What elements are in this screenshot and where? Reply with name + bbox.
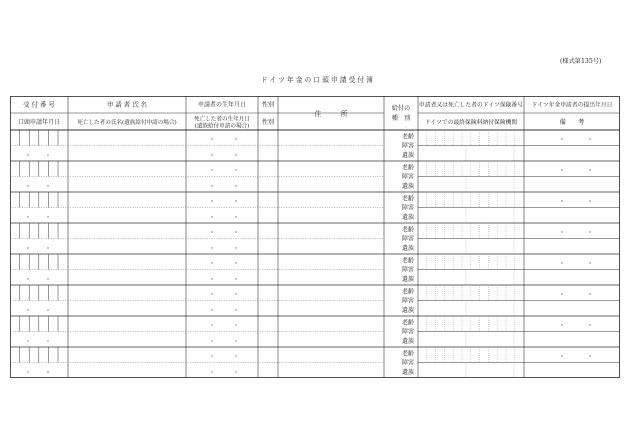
- date-separator-dot: ・: [208, 183, 216, 191]
- date-separator-dot: ・: [208, 353, 216, 361]
- date-separator-dot: ・: [232, 229, 240, 237]
- benefit-type-label: 障害: [401, 173, 414, 181]
- date-separator-dot: ・: [208, 198, 216, 206]
- benefit-type-label: 老齢: [401, 350, 414, 358]
- date-separator-dot: ・: [232, 322, 240, 330]
- date-separator-dot: ・: [586, 198, 594, 206]
- date-separator-dot: ・: [232, 167, 240, 175]
- date-separator-dot: ・: [44, 214, 52, 222]
- date-separator-dot: ・: [208, 276, 216, 284]
- date-separator-dot: ・: [232, 214, 240, 222]
- benefit-type-label: 老齢: [401, 257, 414, 265]
- benefit-type-label: 障害: [401, 235, 414, 243]
- date-separator-dot: ・: [44, 152, 52, 160]
- date-separator-dot: ・: [232, 245, 240, 253]
- date-separator-dot: ・: [24, 276, 32, 284]
- date-separator-dot: ・: [208, 245, 216, 253]
- header-sex-deceased: 性別: [261, 119, 275, 126]
- date-separator-dot: ・: [586, 136, 594, 144]
- date-separator-dot: ・: [44, 245, 52, 253]
- benefit-type-label: 障害: [401, 359, 414, 367]
- date-separator-dot: ・: [558, 198, 566, 206]
- date-separator-dot: ・: [44, 338, 52, 346]
- date-separator-dot: ・: [232, 307, 240, 315]
- date-separator-dot: ・: [208, 214, 216, 222]
- date-separator-dot: ・: [232, 353, 240, 361]
- benefit-type-label: 遺族: [401, 275, 414, 283]
- date-separator-dot: ・: [232, 338, 240, 346]
- date-separator-dot: ・: [586, 229, 594, 237]
- date-separator-dot: ・: [558, 167, 566, 175]
- date-separator-dot: ・: [232, 136, 240, 144]
- date-separator-dot: ・: [208, 229, 216, 237]
- date-separator-dot: ・: [232, 276, 240, 284]
- header-oral-application-date: 口頭申請年月日: [17, 119, 61, 126]
- header-benefit-type: 給付の: [391, 105, 411, 112]
- benefit-type-label: 遺族: [401, 306, 414, 314]
- benefit-type-label: 障害: [401, 297, 414, 305]
- date-separator-dot: ・: [24, 152, 32, 160]
- header-remarks: 備 考: [559, 119, 585, 126]
- date-separator-dot: ・: [232, 198, 240, 206]
- date-separator-dot: ・: [586, 260, 594, 268]
- date-separator-dot: ・: [232, 152, 240, 160]
- benefit-type-label: 老齢: [401, 195, 414, 203]
- date-separator-dot: ・: [558, 353, 566, 361]
- date-separator-dot: ・: [24, 307, 32, 315]
- date-separator-dot: ・: [232, 260, 240, 268]
- date-separator-dot: ・: [558, 260, 566, 268]
- header-receipt-number: 受 付 番 号: [23, 100, 55, 109]
- header-benefit-type-2: 種 別: [391, 115, 411, 122]
- header-deceased-name: 死亡した者の氏名(遺族給付申請の場合): [77, 120, 177, 126]
- header-deceased-birthdate: 死亡した者の生年月日: [194, 116, 250, 123]
- date-separator-dot: ・: [558, 291, 566, 299]
- date-separator-dot: ・: [44, 183, 52, 191]
- date-separator-dot: ・: [24, 214, 32, 222]
- benefit-type-label: 障害: [401, 328, 414, 336]
- date-separator-dot: ・: [208, 291, 216, 299]
- date-separator-dot: ・: [558, 322, 566, 330]
- header-german-insurance-number: 申請者又は死亡した者のドイツ保険番号: [418, 102, 524, 109]
- benefit-type-label: 老齢: [401, 226, 414, 234]
- date-separator-dot: ・: [208, 369, 216, 377]
- date-separator-dot: ・: [586, 353, 594, 361]
- benefit-type-label: 老齢: [401, 288, 414, 296]
- header-sex-applicant: 性別: [261, 101, 275, 109]
- benefit-type-label: 遺族: [401, 368, 414, 376]
- date-separator-dot: ・: [24, 369, 32, 377]
- page-title: ドイツ年金の口頭申請受付簿: [261, 76, 375, 84]
- benefit-type-label: 遺族: [401, 182, 414, 190]
- header-deceased-birthdate-note: (遺族給付申請の場合): [194, 123, 250, 130]
- date-separator-dot: ・: [586, 291, 594, 299]
- benefit-type-label: 障害: [401, 266, 414, 274]
- benefit-type-label: 老齢: [401, 164, 414, 172]
- benefit-type-label: 障害: [401, 204, 414, 212]
- benefit-type-label: 老齢: [401, 319, 414, 327]
- date-separator-dot: ・: [208, 260, 216, 268]
- header-submission-date: ドイツ年金申請者の提出年月日: [531, 102, 613, 109]
- header-final-insurer: ドイツでの最終保険料納付保険機関: [424, 120, 518, 126]
- date-separator-dot: ・: [232, 369, 240, 377]
- benefit-type-label: 遺族: [401, 151, 414, 159]
- date-separator-dot: ・: [208, 136, 216, 144]
- date-separator-dot: ・: [586, 167, 594, 175]
- benefit-type-label: 遺族: [401, 244, 414, 252]
- benefit-type-label: 遺族: [401, 213, 414, 221]
- date-separator-dot: ・: [232, 291, 240, 299]
- benefit-type-label: 遺族: [401, 337, 414, 345]
- benefit-type-label: 障害: [401, 142, 414, 150]
- date-separator-dot: ・: [558, 136, 566, 144]
- benefit-type-label: 老齢: [401, 133, 414, 141]
- date-separator-dot: ・: [24, 245, 32, 253]
- date-separator-dot: ・: [208, 322, 216, 330]
- date-separator-dot: ・: [208, 307, 216, 315]
- date-separator-dot: ・: [24, 338, 32, 346]
- date-separator-dot: ・: [44, 369, 52, 377]
- date-separator-dot: ・: [44, 276, 52, 284]
- date-separator-dot: ・: [558, 229, 566, 237]
- date-separator-dot: ・: [24, 183, 32, 191]
- date-separator-dot: ・: [208, 338, 216, 346]
- date-separator-dot: ・: [232, 183, 240, 191]
- date-separator-dot: ・: [586, 322, 594, 330]
- date-separator-dot: ・: [44, 307, 52, 315]
- header-address: 住 所: [314, 110, 348, 118]
- header-applicant-birthdate: 申請者の生年月日: [197, 101, 247, 109]
- table-frame: [10, 96, 619, 377]
- register-table: [10, 96, 620, 378]
- header-applicant-name: 申 請 者 氏 名: [106, 100, 148, 109]
- form-number: (様式第135号): [560, 58, 602, 65]
- date-separator-dot: ・: [208, 167, 216, 175]
- date-separator-dot: ・: [208, 152, 216, 160]
